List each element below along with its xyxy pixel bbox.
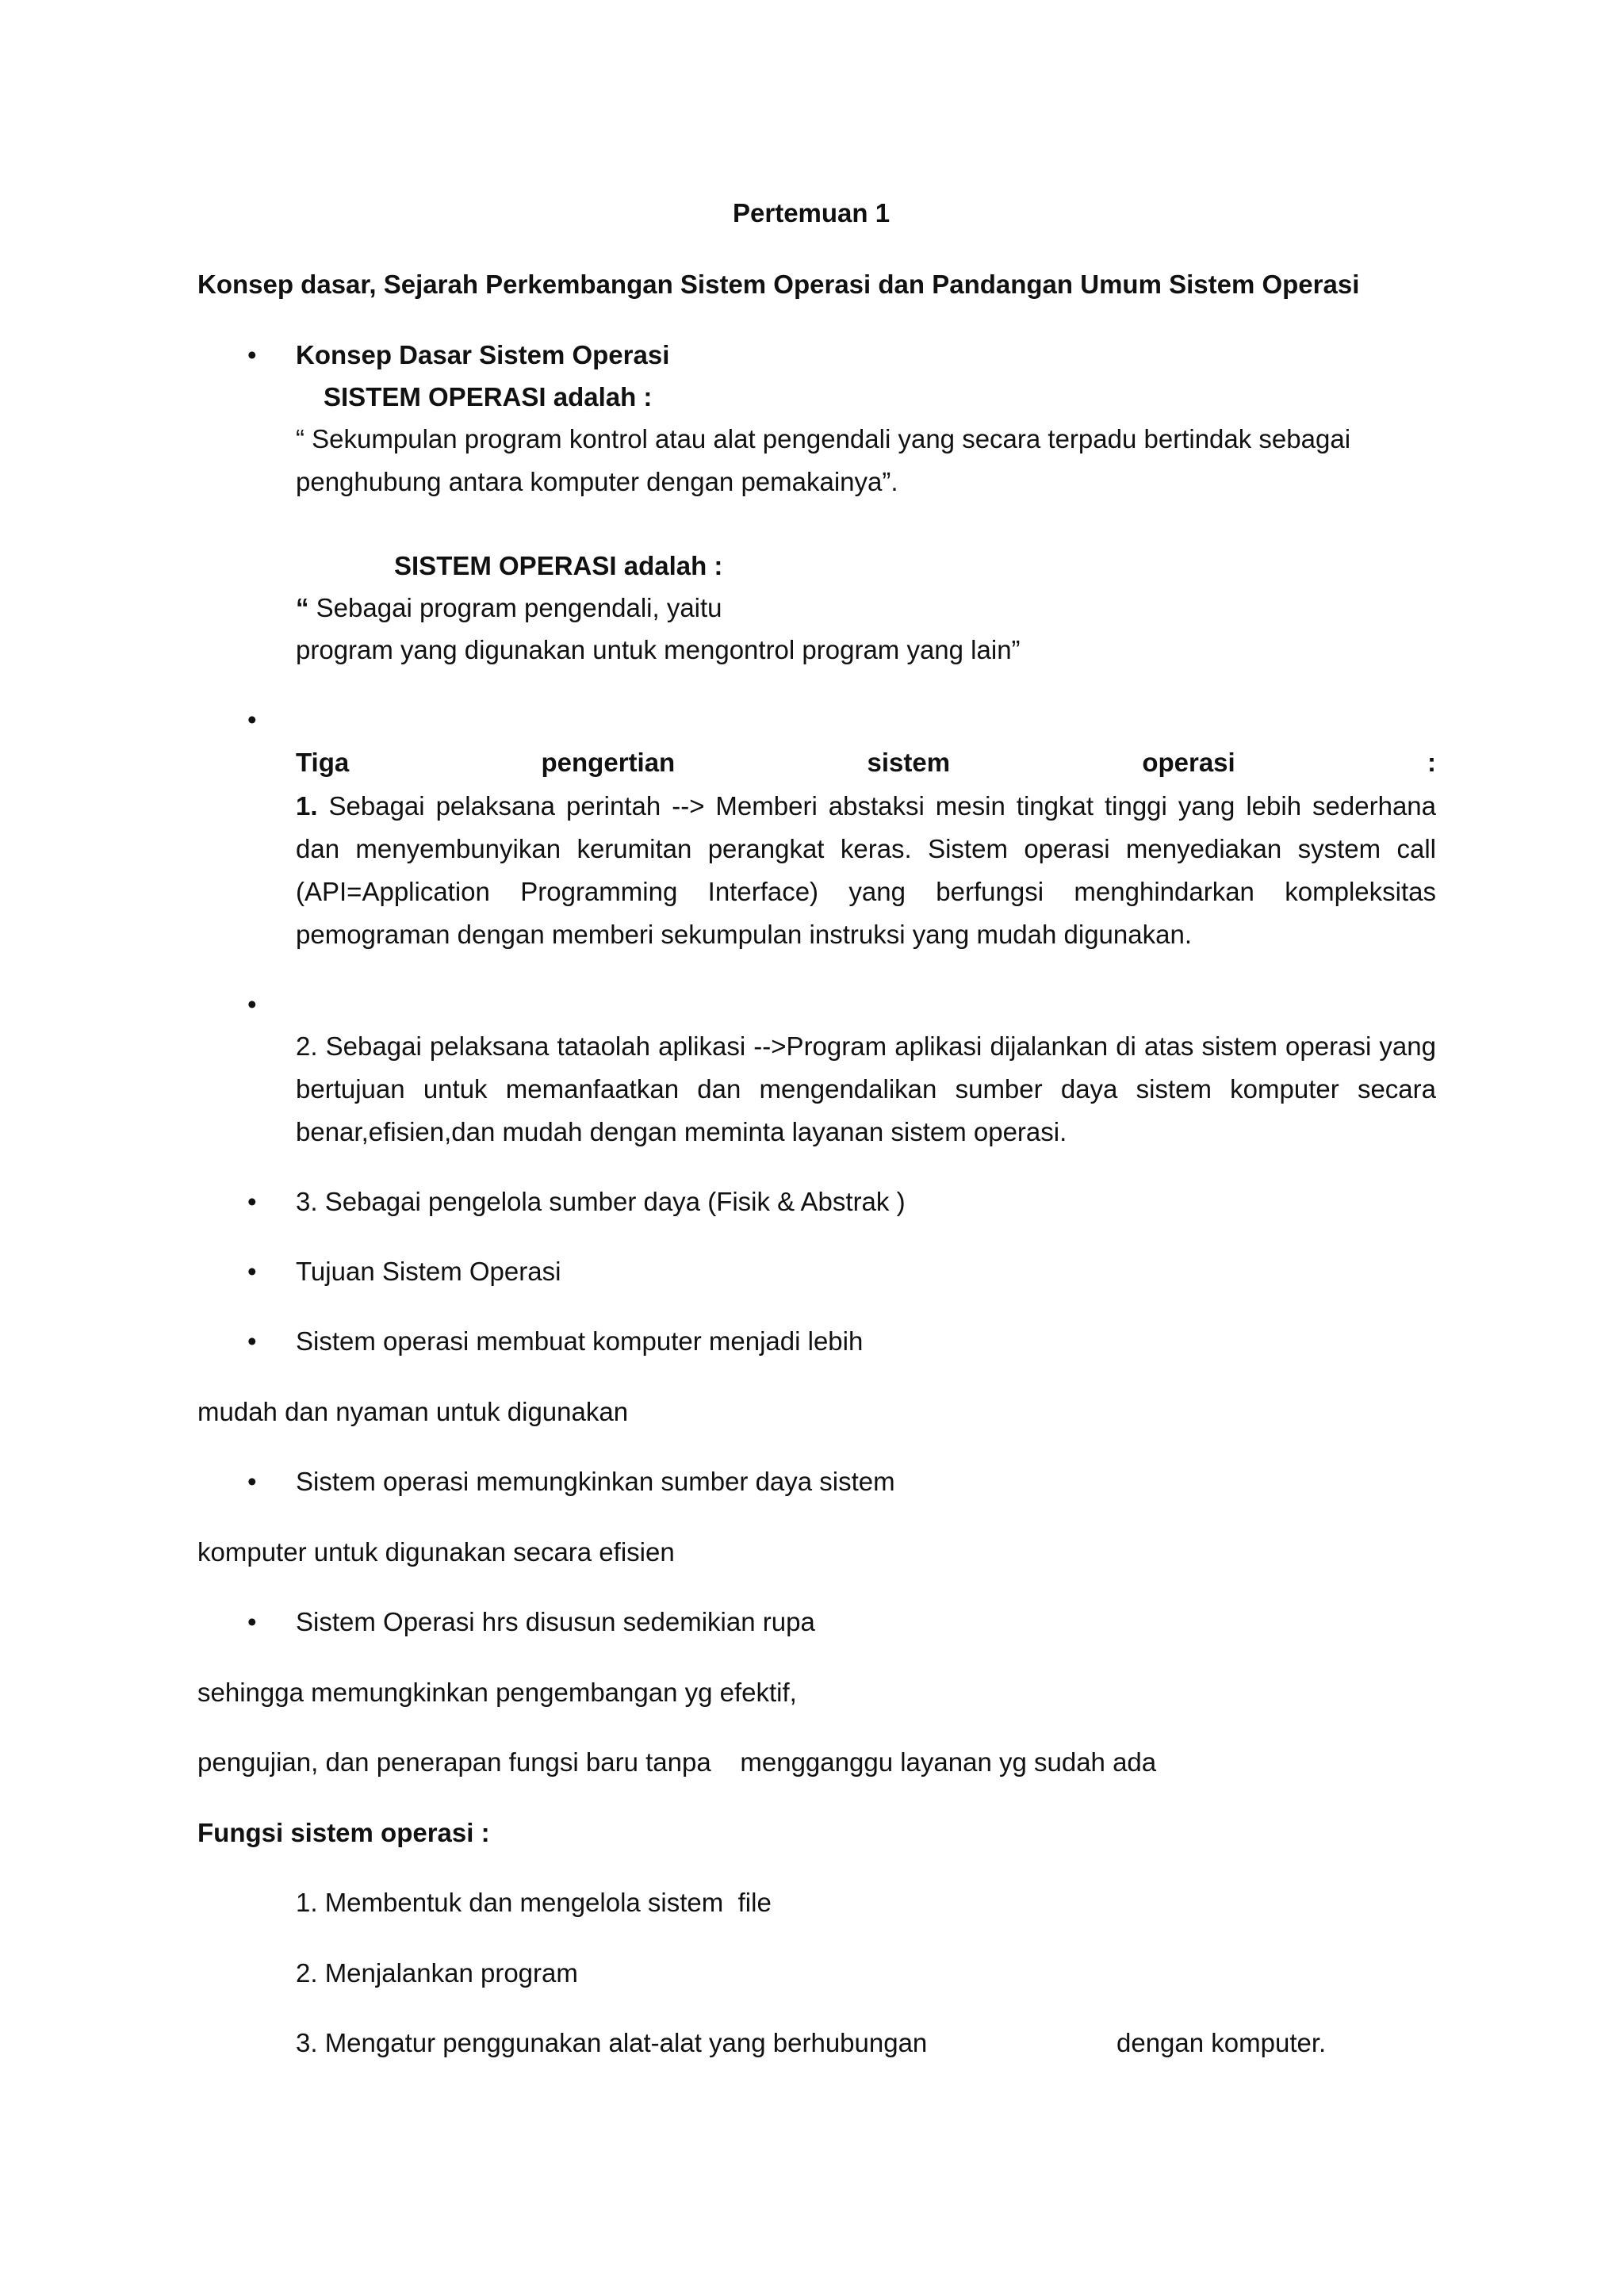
paragraph-text: Sebagai pelaksana perintah --> Memberi abstaksi mesin tingkat tinggi yang lebih sederhana dan menyembunyikan kerumitan perangkat keras. Sistem operasi menyediakan system call (API=Application Programming Interface) yang berfungsi menghindarkan kompleksitas pemograman dengan memberi sekumpulan instruksi yang mudah digunakan.	[296, 791, 1436, 949]
definition-text-line: “ Sekumpulan program kontrol atau alat pengendali yang secara terpadu bertindak sebagai	[296, 424, 1351, 453]
bullet-marker: •	[247, 705, 257, 734]
tujuan-line: pengujian, dan penerapan fungsi baru tanpa mengganggu layanan yg sudah ada	[197, 1747, 1157, 1777]
definition-text-line	[296, 591, 722, 626]
fungsi-item: 2. Menjalankan program	[296, 1958, 578, 1988]
fungsi-item: 1. Membentuk dan mengelola sistem file	[296, 1888, 772, 1917]
tujuan-line: Sistem Operasi hrs disusun sedemikian rupa	[296, 1607, 815, 1636]
quote-mark: “	[296, 593, 309, 622]
bullet-marker: •	[247, 340, 257, 369]
tujuan-line: mudah dan nyaman untuk digunakan	[197, 1397, 629, 1426]
bullet-marker: •	[247, 1467, 257, 1496]
heading-word: :	[1427, 748, 1436, 777]
page-title: Pertemuan 1	[733, 198, 891, 228]
bullet-marker: •	[247, 989, 257, 1019]
heading-word: sistem	[867, 748, 951, 777]
fungsi-item: 3. Mengatur penggunakan alat-alat yang berhubungan	[296, 2028, 928, 2057]
section-heading-konsep-dasar: Konsep Dasar Sistem Operasi	[296, 340, 670, 369]
paragraph-pengertian-1	[296, 785, 1436, 956]
tujuan-line: Sistem operasi membuat komputer menjadi lebih	[296, 1326, 864, 1356]
definition-text-line: penghubung antara komputer dengan pemakainya”.	[296, 467, 898, 496]
item-pengelola-sumber-daya: 3. Sebagai pengelola sumber daya (Fisik & Abstrak )	[296, 1187, 906, 1216]
item-tujuan: Tujuan Sistem Operasi	[296, 1257, 561, 1286]
tujuan-line: sehingga memungkinkan pengembangan yg efektif,	[197, 1678, 797, 1707]
bullet-marker: •	[247, 1257, 257, 1286]
tujuan-line: Sistem operasi memungkinkan sumber daya sistem	[296, 1467, 895, 1496]
paragraph-pengertian-2: 2. Sebagai pelaksana tataolah aplikasi -->Program aplikasi dijalankan di atas sistem operasi yang bertujuan untuk memanfaatkan dan mengendalikan sumber daya sistem komputer secara benar,efisien,dan mudah dengan meminta layanan sistem operasi.	[296, 1031, 1436, 1146]
item-number: 1.	[296, 791, 318, 821]
heading-word: operasi	[1142, 748, 1235, 777]
heading-word: pengertian	[541, 748, 676, 777]
definition-text-line: program yang digunakan untuk mengontrol program yang lain”	[296, 635, 1021, 664]
section-heading-fungsi: Fungsi sistem operasi :	[197, 1818, 490, 1847]
definition-title: SISTEM OPERASI adalah :	[394, 551, 723, 580]
bullet-marker: •	[247, 1326, 257, 1356]
definition-title: SISTEM OPERASI adalah :	[324, 382, 653, 411]
tujuan-line: komputer untuk digunakan secara efisien	[197, 1537, 675, 1567]
section-heading-tiga-pengertian	[296, 745, 1436, 780]
document-subtitle: Konsep dasar, Sejarah Perkembangan Sistem Operasi dan Pandangan Umum Sistem Operasi	[197, 270, 1360, 299]
fungsi-item-continuation: dengan komputer.	[1116, 2028, 1327, 2057]
definition-text: Sebagai program pengendali, yaitu	[308, 593, 722, 622]
bullet-marker: •	[247, 1607, 257, 1636]
heading-word: Tiga	[296, 748, 350, 777]
bullet-marker: •	[247, 1187, 257, 1216]
